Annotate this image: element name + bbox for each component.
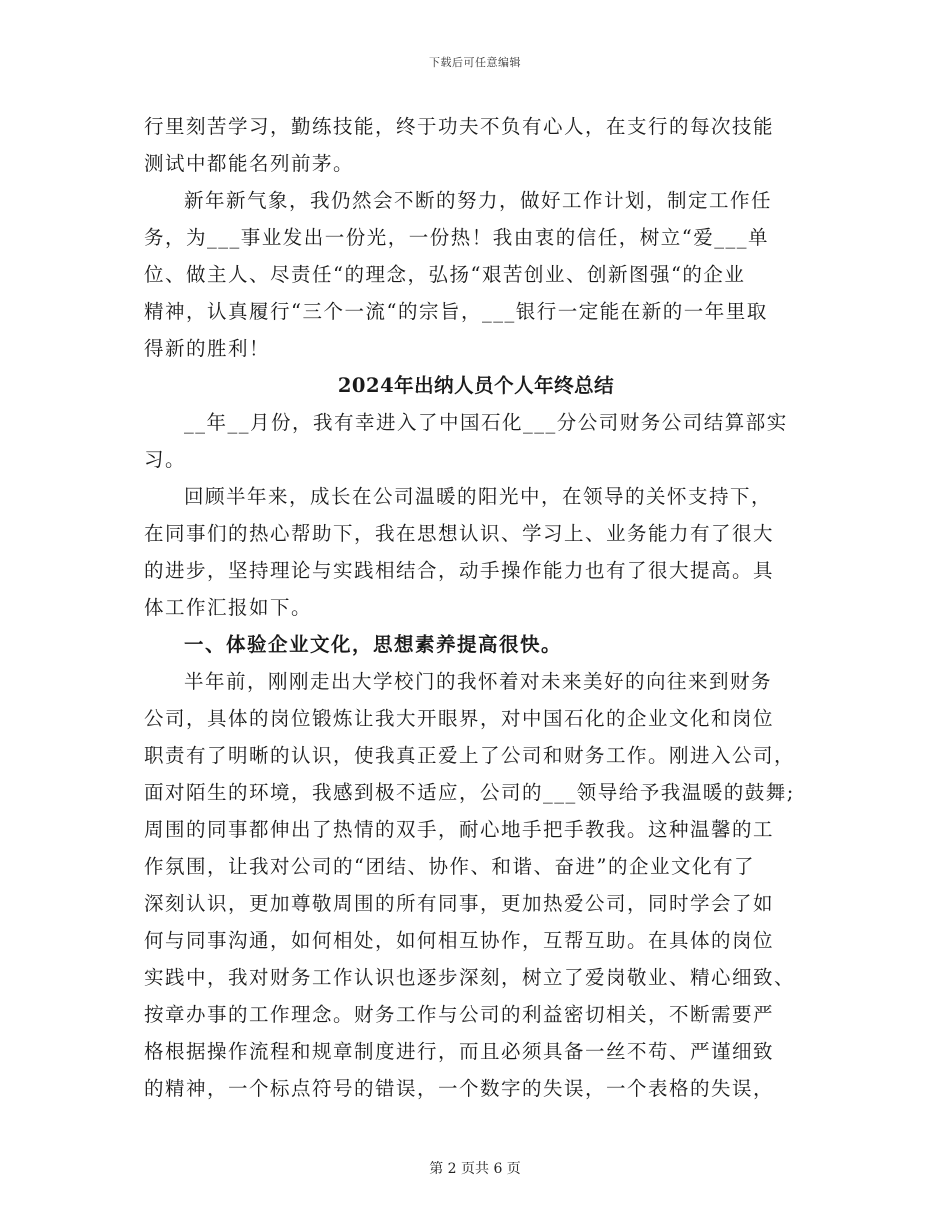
text-line: 深刻认识，更加尊敬周围的所有同事，更加热爱公司，同时学会了如: [144, 892, 775, 915]
text-line: 务，为___事业发出一份光，一份热！我由衷的信任，树立“爱___单: [144, 226, 769, 249]
text-line: 面对陌生的环境，我感到极不适应，公司的___领导给予我温暖的鼓舞;: [144, 781, 795, 804]
document-body: [144, 108, 808, 1107]
text-line: 实践中，我对财务工作认识也逐步深刻，树立了爱岗敬业、精心细致、: [144, 966, 796, 989]
section-title: 2024年出纳人员个人年终总结: [337, 374, 615, 397]
text-line: 格根据操作流程和规章制度进行，而且必须具备一丝不苟、严谨细致: [144, 1040, 775, 1063]
subsection-heading: 一、体验企业文化，思想素养提高很快。: [184, 633, 563, 656]
text-line: 在同事们的热心帮助下，我在思想认识、学习上、业务能力有了很大: [144, 522, 775, 545]
text-line: 位、做主人、尽责任“的理念，弘扬“艰苦创业、创新图强“的企业: [144, 263, 746, 286]
text-line: 职责有了明晰的认识，使我真正爱上了公司和财务工作。刚进入公司，: [144, 744, 796, 767]
text-line: 公司，具体的岗位锻炼让我大开眼界，对中国石化的企业文化和岗位: [144, 707, 775, 730]
text-line: 半年前，刚刚走出大学校门的我怀着对未来美好的向往来到财务: [184, 670, 773, 693]
page-header: 下载后可任意编辑: [429, 56, 521, 69]
text-line: 得新的胜利！: [144, 337, 271, 360]
text-line: __年__月份，我有幸进入了中国石化___分公司财务公司结算部实: [184, 411, 788, 434]
text-line: 的精神，一个标点符号的错误，一个数字的失误，一个表格的失误，: [144, 1077, 775, 1100]
text-line: 新年新气象，我仍然会不断的努力，做好工作计划，制定工作任: [184, 189, 773, 212]
text-line: 的进步，坚持理论与实践相结合，动手操作能力也有了很大提高。具: [144, 559, 775, 582]
text-line: 作氛围，让我对公司的“团结、协作、和谐、奋进”的企业文化有了: [144, 855, 755, 878]
page-footer: 第 2 页共 6 页: [429, 1161, 521, 1177]
text-line: 周围的同事都伸出了热情的双手，耐心地手把手教我。这种温馨的工: [144, 818, 775, 841]
text-line: 测试中都能名列前茅。: [144, 152, 355, 175]
text-line: 精神，认真履行“三个一流“的宗旨，___银行一定能在新的一年里取: [144, 300, 768, 323]
text-line: 习。: [144, 448, 187, 471]
text-line: 何与同事沟通，如何相处，如何相互协作，互帮互助。在具体的岗位: [144, 929, 775, 952]
text-line: 回顾半年来，成长在公司温暖的阳光中，在领导的关怀支持下，: [184, 485, 773, 508]
text-line: 按章办事的工作理念。财务工作与公司的利益密切相关，不断需要严: [144, 1003, 775, 1026]
text-line: 体工作汇报如下。: [144, 596, 313, 619]
text-line: 行里刻苦学习，勤练技能，终于功夫不负有心人，在支行的每次技能: [144, 115, 775, 138]
